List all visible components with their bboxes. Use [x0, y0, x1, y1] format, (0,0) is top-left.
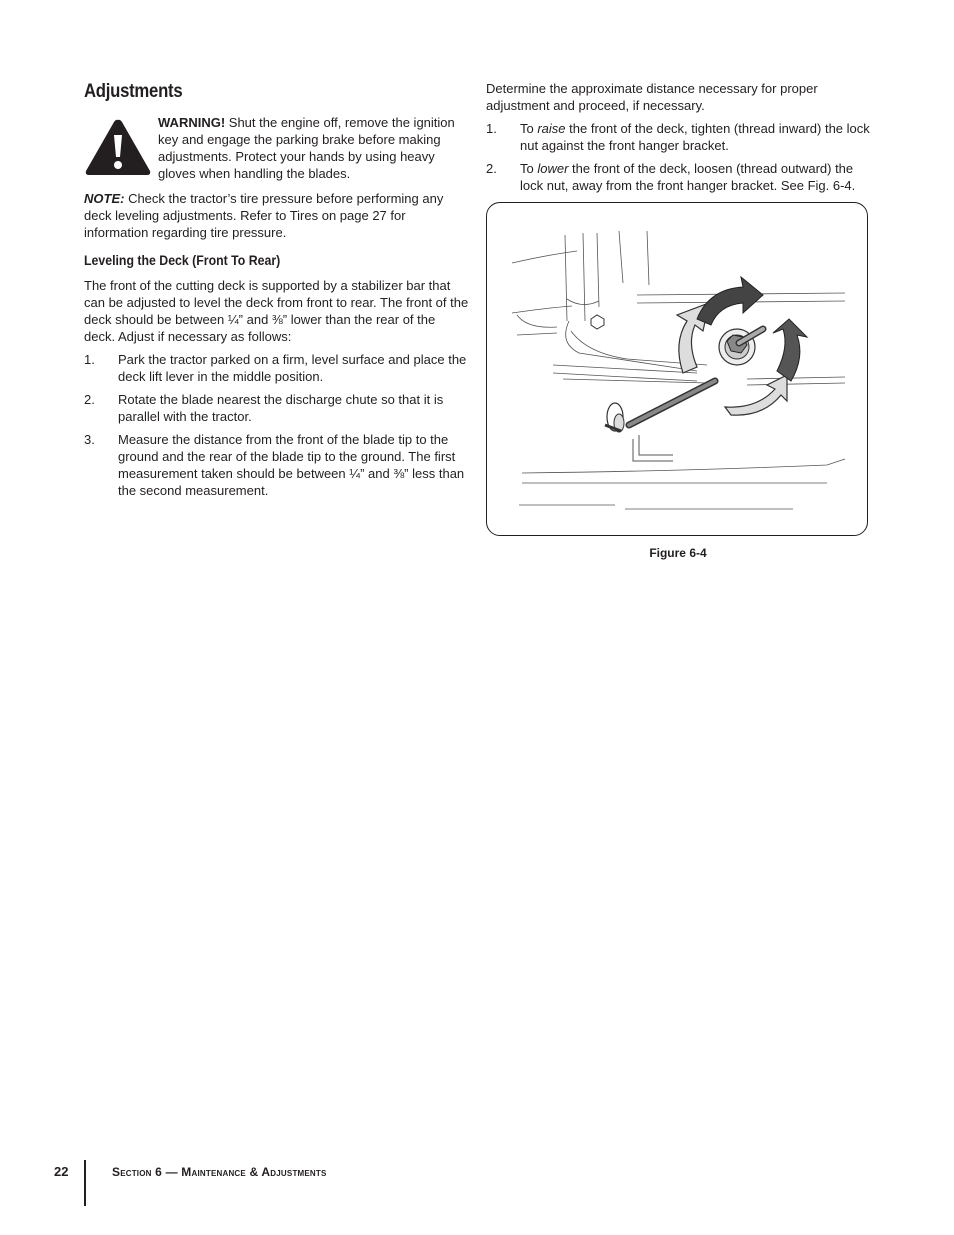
list-item	[486, 160, 870, 194]
list-item	[84, 431, 469, 499]
list-item	[486, 120, 870, 154]
step-text: Rotate the blade nearest the discharge chute so that it is parallel with the tractor.	[118, 392, 444, 424]
step-number: 3.	[84, 432, 95, 447]
warning-body: Shut the engine off, remove the ignition key and engage the parking brake before making adjustments. Protect your hands by using heavy gloves when handling the blades.	[158, 115, 455, 181]
right-column	[486, 80, 870, 200]
warning-block	[84, 114, 469, 180]
section-title: Adjustments	[84, 81, 183, 102]
note-label: NOTE:	[84, 191, 125, 206]
figure-6-4	[486, 202, 868, 536]
step-number: 2.	[486, 161, 497, 176]
step-number: 1.	[84, 352, 95, 367]
figure-caption: Figure 6-4	[649, 546, 707, 560]
note-body: Check the tractor’s tire pressure before performing any deck leveling adjustments. Refer to Tires on page 27 for information regarding tire pressure.	[84, 191, 444, 240]
step-emphasis: lower	[537, 161, 569, 176]
note-paragraph	[84, 190, 469, 241]
step-post: the front of the deck, loosen (thread outward) the lock nut, away from the front hanger bracket. See Fig. 6-4.	[520, 161, 856, 193]
step-number: 1.	[486, 121, 497, 136]
leveling-steps	[84, 351, 469, 499]
warning-triangle-icon	[84, 117, 152, 177]
step-emphasis: raise	[537, 121, 566, 136]
list-item	[84, 351, 469, 385]
warning-text	[158, 114, 463, 182]
step-text: Measure the distance from the front of the blade tip to the ground and the rear of the blade tip to the ground. The first measurement taken should be between ¼” and ⅜” less than the second measurement.	[118, 432, 465, 498]
warning-label: WARNING!	[158, 115, 226, 130]
adjustment-steps	[486, 120, 870, 194]
step-post: the front of the deck, tighten (thread inward) the lock nut against the front hanger bracket.	[520, 121, 870, 153]
right-intro-paragraph: Determine the approximate distance necessary for proper adjustment and proceed, if necessary.	[486, 81, 818, 113]
list-item	[84, 391, 469, 425]
intro-paragraph: The front of the cutting deck is supported by a stabilizer bar that can be adjusted to level the deck from front to rear. The front of the deck should be between ¼” and ⅜” lower than the rear of the deck. Adjust if necessary as follows:	[84, 278, 469, 344]
step-number: 2.	[84, 392, 95, 407]
step-pre: To	[520, 121, 538, 136]
step-text: Park the tractor parked on a firm, level surface and place the deck lift lever in the middle position.	[118, 352, 467, 384]
footer-section-title: Section 6 — Maintenance & Adjustments	[112, 1165, 327, 1179]
deck-hanger-illustration	[487, 203, 868, 536]
step-pre: To	[520, 161, 538, 176]
footer-divider	[84, 1160, 86, 1206]
page-number: 22	[54, 1164, 69, 1179]
subheading: Leveling the Deck (Front To Rear)	[84, 252, 281, 268]
left-column	[84, 80, 469, 505]
